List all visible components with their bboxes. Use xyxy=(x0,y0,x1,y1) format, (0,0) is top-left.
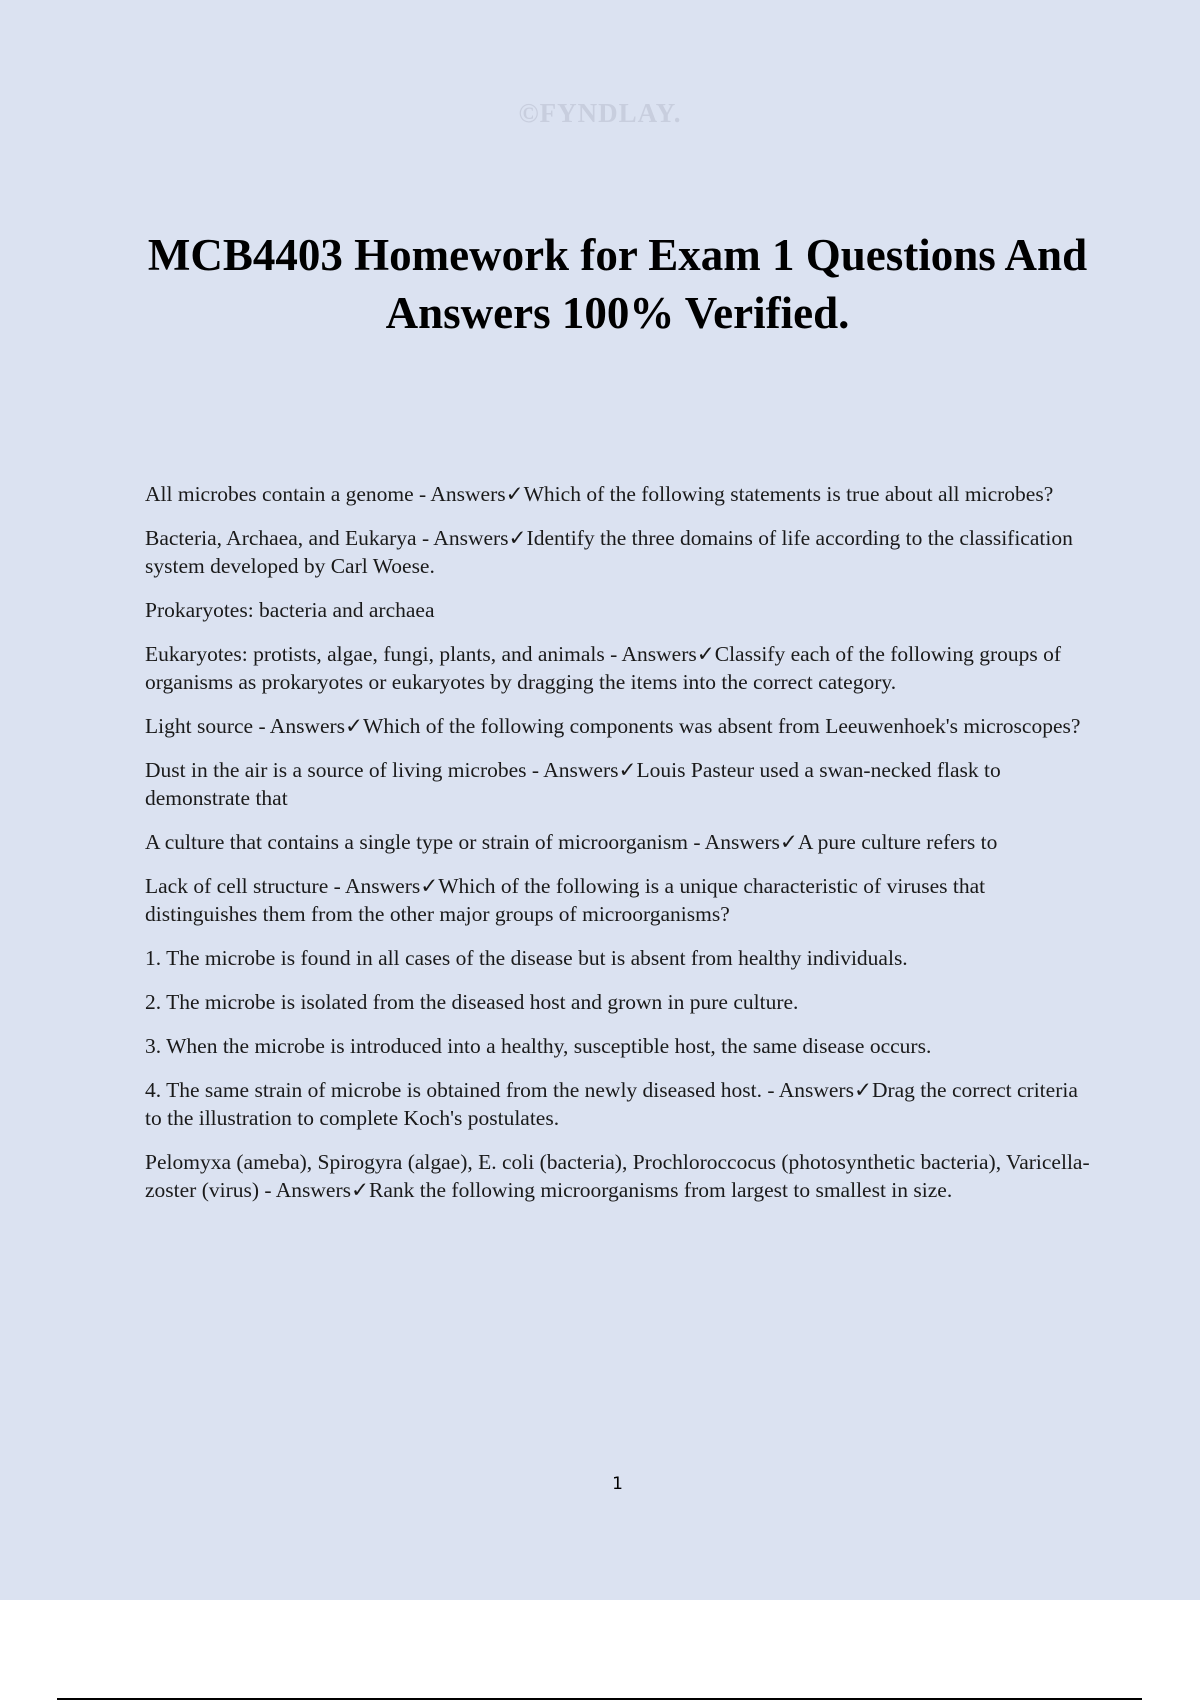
watermark: ©FYNDLAY. xyxy=(518,98,682,128)
qa-paragraph-1: All microbes contain a genome - Answers✓Which of the following statements is true about all microbes? xyxy=(145,482,1054,506)
qa-paragraph-2: Bacteria, Archaea, and Eukarya - Answers✓Identify the three domains of life according to the classification system developed by Carl Woese. xyxy=(145,526,1073,578)
qa-paragraph-5: Light source - Answers✓Which of the following components was absent from Leeuwenhoek's microscopes? xyxy=(145,714,1081,738)
koch-postulate-2: 2. The microbe is isolated from the diseased host and grown in pure culture. xyxy=(145,990,799,1014)
qa-paragraph-7: A culture that contains a single type or strain of microorganism - Answers✓A pure culture refers to xyxy=(145,830,998,854)
document-body xyxy=(145,480,1095,1220)
document-title: MCB4403 Homework for Exam 1 Questions And Answers 100% Verified. xyxy=(147,230,1088,338)
koch-postulate-3: 3. When the microbe is introduced into a healthy, susceptible host, the same disease occurs. xyxy=(145,1034,932,1058)
qa-paragraph-9: Pelomyxa (ameba), Spirogyra (algae), E. coli (bacteria), Prochloroccocus (photosynthetic bacteria), Varicella-zoster (virus) - Answers✓Rank the following microorganisms from largest to smallest in size. xyxy=(145,1150,1090,1202)
qa-paragraph-4: Eukaryotes: protists, algae, fungi, plants, and animals - Answers✓Classify each of the following groups of organisms as prokaryotes or eukaryotes by dragging the items into the correct category. xyxy=(145,642,1062,694)
koch-postulate-4: 4. The same strain of microbe is obtained from the newly diseased host. - Answers✓Drag the correct criteria to the illustration to complete Koch's postulates. xyxy=(145,1078,1078,1130)
qa-paragraph-6: Dust in the air is a source of living microbes - Answers✓Louis Pasteur used a swan-necked flask to demonstrate that xyxy=(145,758,1001,810)
koch-postulate-1: 1. The microbe is found in all cases of the disease but is absent from healthy individuals. xyxy=(145,946,908,970)
qa-paragraph-8: Lack of cell structure - Answers✓Which of the following is a unique characteristic of viruses that distinguishes them from the other major groups of microorganisms? xyxy=(145,874,986,926)
qa-paragraph-3: Prokaryotes: bacteria and archaea xyxy=(145,598,435,622)
page-number: 1 xyxy=(612,1474,623,1494)
